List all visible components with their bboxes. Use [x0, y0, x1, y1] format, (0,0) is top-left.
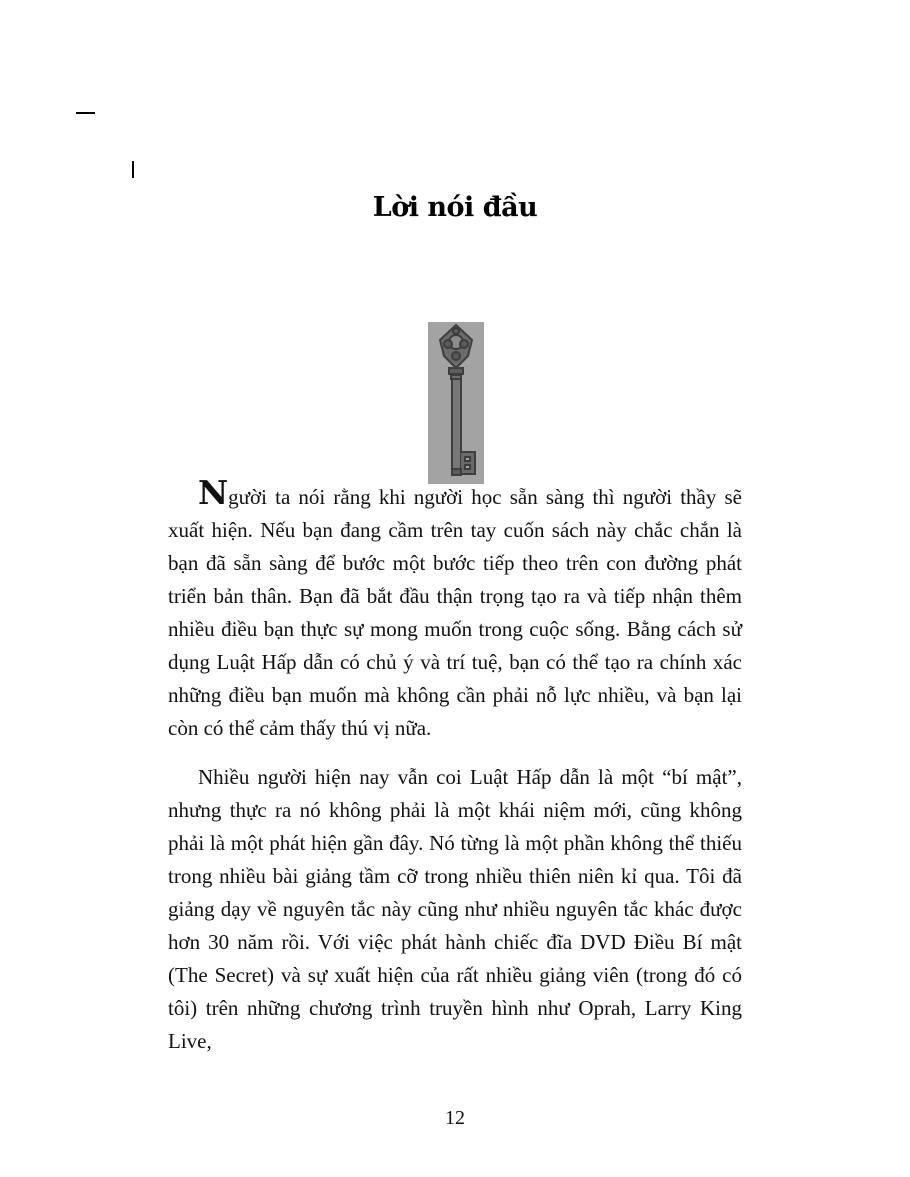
paragraph-2: Nhiều người hiện nay vẫn coi Luật Hấp dẫn là một “bí mật”, nhưng thực ra nó không phải là một khái niệm mới, cũng không phải là một phát hiện gần đây. Nó từng là một phần không thể thiếu trong nhiều bài giảng tầm cỡ trong nhiều thiên niên kỉ qua. Tôi đã giảng dạy về nguyên tắc này cũng như nhiều nguyên tắc khác được hơn 30 năm rồi. Với việc phát hành chiếc đĩa DVD Điều Bí mật (The Secret) và sự xuất hiện của rất nhiều giảng viên (trong đó có tôi) trên những chương trình truyền hình như Oprah, Larry King Live, — [168, 765, 742, 1053]
chapter-title: Lời nói đầu — [372, 192, 538, 223]
antique-key-icon — [428, 322, 484, 484]
page-number: 12 — [445, 1107, 465, 1129]
body-text — [168, 473, 742, 1058]
crop-mark-horizontal — [76, 112, 95, 114]
crop-mark-vertical — [132, 161, 134, 178]
drop-cap: N — [198, 473, 229, 512]
paragraph-1 — [168, 473, 742, 745]
paragraph-1-text: gười ta nói rằng khi người học sẵn sàng thì người thầy sẽ xuất hiện. Nếu bạn đang cầm trên tay cuốn sách này chắc chắn là bạn đã sẵn sàng để bước một bước tiếp theo trên con đường phát triển bản thân. Bạn đã bắt đầu thận trọng tạo ra và tiếp nhận thêm nhiều điều bạn thực sự mong muốn trong cuộc sống. Bằng cách sử dụng Luật Hấp dẫn có chủ ý và trí tuệ, bạn có thể tạo ra chính xác những điều bạn muốn mà không cần phải nỗ lực nhiều, và bạn lại còn có thể cảm thấy thú vị nữa. — [168, 485, 742, 740]
